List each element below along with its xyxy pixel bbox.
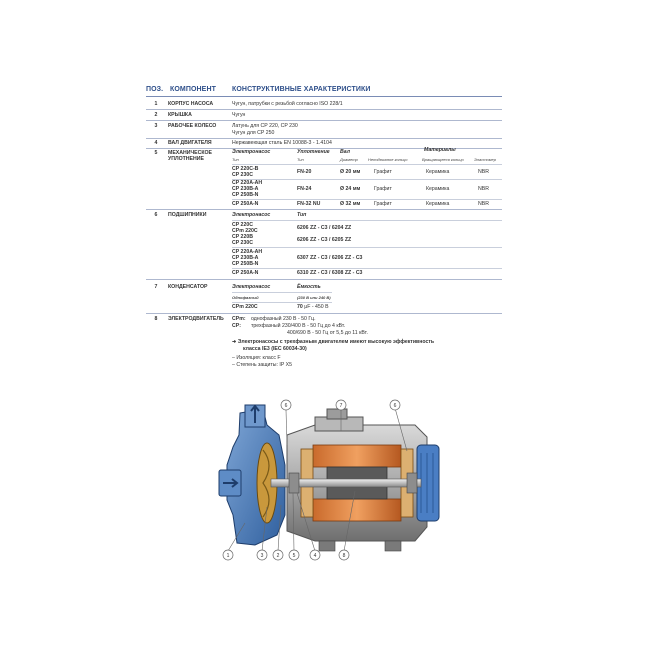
motor-note-2: класса IE3 (IEC 60034-30) — [243, 346, 307, 352]
bearings-group-rule — [232, 268, 502, 269]
seal-h-pump: Электронасос — [232, 149, 271, 155]
motor-cpm-text: однофазный 230 В - 50 Гц. — [251, 316, 316, 322]
seal-g3-type: FN-32 NU — [297, 201, 321, 207]
seal-g2-fixed: Графит — [374, 186, 392, 192]
seal-g3-fixed: Графит — [374, 201, 392, 207]
motor-cp-text-2: 400/690 В - 50 Гц от 5,5 до 11 кВт. — [287, 330, 368, 336]
row-5-name-2: УПЛОТНЕНИЕ — [168, 156, 204, 162]
row-3-num: 3 — [154, 123, 158, 129]
motor-cp-text: трехфазный 230/400 В - 50 Гц до 4 кВт. — [251, 323, 346, 329]
capacitor-value — [297, 304, 329, 311]
seal-g1-fixed: Графит — [374, 169, 392, 175]
header-characteristics: КОНСТРУКТИВНЫЕ ХАРАКТЕРИСТИКИ — [232, 86, 371, 93]
seal-g1-elastomer: NBR — [478, 169, 489, 175]
callout-bottom-2: 3 — [260, 553, 264, 559]
row-6-num: 6 — [154, 212, 158, 218]
callout-top-2: 7 — [339, 403, 343, 409]
bearings-g3-type: 6310 ZZ - C3 / 6308 ZZ - C3 — [297, 270, 363, 276]
seal-group-rule — [232, 179, 502, 180]
seal-g1-pump-2: CP 230C — [232, 172, 253, 178]
row-1-text: Чугун, патрубки с резьбой согласно ISO 228/1 — [232, 101, 343, 107]
row-1-num: 1 — [154, 101, 158, 107]
seal-s-shaft: Диаметр — [340, 157, 358, 162]
seal-s-pump: Тип — [232, 157, 239, 162]
seal-g2-elastomer: NBR — [478, 186, 489, 192]
bearings-g1-pump-2: CPm 220C — [232, 228, 258, 234]
seal-g1-rotating: Керамика — [426, 169, 450, 175]
row-1-name: КОРПУС НАСОСА — [168, 101, 214, 107]
callout-top-3: 6 — [393, 403, 397, 409]
bearings-subrule — [232, 220, 502, 221]
seal-g3-pump-1: CP 250A-N — [232, 201, 259, 207]
seal-s-rotating: Вращающееся кольцо — [422, 157, 464, 162]
seal-s-seal: Тип — [297, 157, 304, 162]
header-component: КОМПОНЕНТ — [170, 86, 216, 93]
row-divider — [146, 313, 502, 314]
seal-subrule — [232, 164, 502, 165]
bearings-g1-pump-4: CP 230C — [232, 240, 253, 246]
bearings-g1-pump-1: CP 220C — [232, 222, 253, 228]
seal-s-elastomer: Эластомер — [474, 157, 496, 162]
seal-h-materials: Материалы — [424, 147, 456, 153]
row-5-name: МЕХАНИЧЕСКОЕ — [168, 150, 212, 156]
capacitor-subrule — [232, 292, 332, 293]
motor-bullet-1: – Изоляция: класс F — [232, 355, 281, 361]
seal-g2-pump-1: CP 220A-AH — [232, 180, 263, 186]
seal-g1-type: FN-20 — [297, 169, 312, 175]
header-pos: ПОЗ. — [146, 86, 164, 93]
bearings-g1-pump-3: CP 220B — [232, 234, 253, 240]
row-5-num: 5 — [154, 150, 158, 156]
motor-feet — [319, 541, 401, 551]
row-3-text-1: Латунь для CP 220, CP 230 — [232, 123, 298, 129]
bearings-g1-type: 6206 ZZ - C3 / 6204 ZZ — [297, 225, 352, 231]
row-2-name: КРЫШКА — [168, 112, 192, 118]
seal-group-rule — [232, 199, 502, 200]
row-3-name: РАБОЧЕЕ КОЛЕСО — [168, 123, 217, 129]
bearings-g3-pump-1: CP 250A-N — [232, 270, 259, 276]
bearings-g2-type: 6307 ZZ - C3 / 6206 ZZ - C3 — [297, 255, 363, 261]
seal-g2-pump-2: CP 230B-A — [232, 186, 259, 192]
motor-bullet-2: – Степень защиты: IP X5 — [232, 362, 292, 368]
seal-h-seal: Уплотнение — [297, 149, 330, 155]
capacitor-subrule — [232, 302, 332, 303]
row-8-num: 8 — [154, 316, 158, 322]
row-7-name: КОНДЕНСАТОР — [168, 284, 208, 290]
bearings-h-type: Тип — [297, 212, 307, 218]
capacitor-h-pump: Электронасос — [232, 284, 271, 290]
row-6-name: ПОДШИПНИКИ — [168, 212, 207, 218]
bearings-h-pump: Электронасос — [232, 212, 271, 218]
callout-bottom-6: 8 — [342, 553, 346, 559]
seal-g3-elastomer: NBR — [478, 201, 489, 207]
motor-note-1: ➜ Электронасосы с трехфазным двигателем имеют высокую эффективность — [232, 339, 435, 345]
seal-g3-rotating: Керамика — [426, 201, 450, 207]
callout-top-1: 6 — [284, 403, 288, 409]
callout-bottom-3: 2 — [276, 553, 280, 559]
row-divider — [146, 209, 502, 210]
seal-g2-rotating: Керамика — [426, 186, 450, 192]
bearings-g2-pump-3: CP 250B-N — [232, 261, 259, 267]
bearings-g2-pump-2: CP 230B-A — [232, 255, 259, 261]
row-divider — [146, 279, 502, 280]
capacitor-value-number: 70 — [297, 304, 303, 310]
capacitor-h-cap: Ёмкость — [297, 284, 321, 290]
capacitor-value-unit: μF - 450 В — [302, 304, 329, 310]
callout-bottom-5: 4 — [313, 553, 317, 559]
row-divider — [146, 109, 502, 110]
seal-s-fixed: Неподвижное кольцо — [368, 157, 408, 162]
row-4-name: ВАЛ ДВИГАТЕЛЯ — [168, 140, 212, 146]
seal-g1-pump-1: CP 220C-B — [232, 166, 259, 172]
row-2-num: 2 — [154, 112, 158, 118]
seal-g2-pump-3: CP 250B-N — [232, 192, 259, 198]
header-rule — [146, 96, 502, 97]
row-3-text-2: Чугун для CP 250 — [232, 130, 275, 136]
bearings-g2-pump-1: CP 220A-AH — [232, 249, 263, 255]
capacitor-sub-pump: Однофазный — [232, 295, 259, 300]
row-4-num: 4 — [154, 140, 158, 146]
row-divider — [146, 138, 502, 139]
seal-g2-shaft: Ø 24 мм — [340, 186, 361, 192]
row-4-text: Нержавеющая сталь EN 10088-3 - 1.4104 — [232, 140, 332, 146]
motor-cp-label: CP: — [232, 323, 241, 329]
capacitor-sub-cap: (230 В или 240 В) — [297, 295, 331, 300]
motor-cpm-label: CPm: — [232, 316, 246, 322]
pump-cutaway-illustration — [215, 395, 445, 570]
bearings-g1-type-2: 6206 ZZ - C3 / 6205 ZZ — [297, 237, 352, 243]
seal-g2-type: FN-24 — [297, 186, 312, 192]
seal-g3-shaft: Ø 32 мм — [340, 201, 361, 207]
bearings-group-rule — [232, 247, 502, 248]
row-divider — [146, 120, 502, 121]
callout-bottom-1: 1 — [226, 553, 230, 559]
row-7-num: 7 — [154, 284, 158, 290]
seal-h-shaft: Вал — [340, 149, 350, 155]
callout-bottom-4: 5 — [292, 553, 296, 559]
row-8-name: ЭЛЕКТРОДВИГАТЕЛЬ — [168, 316, 224, 322]
capacitor-model: CPm 220C — [232, 304, 258, 310]
row-2-text: Чугун — [232, 112, 246, 118]
seal-g1-shaft: Ø 20 мм — [340, 169, 361, 175]
